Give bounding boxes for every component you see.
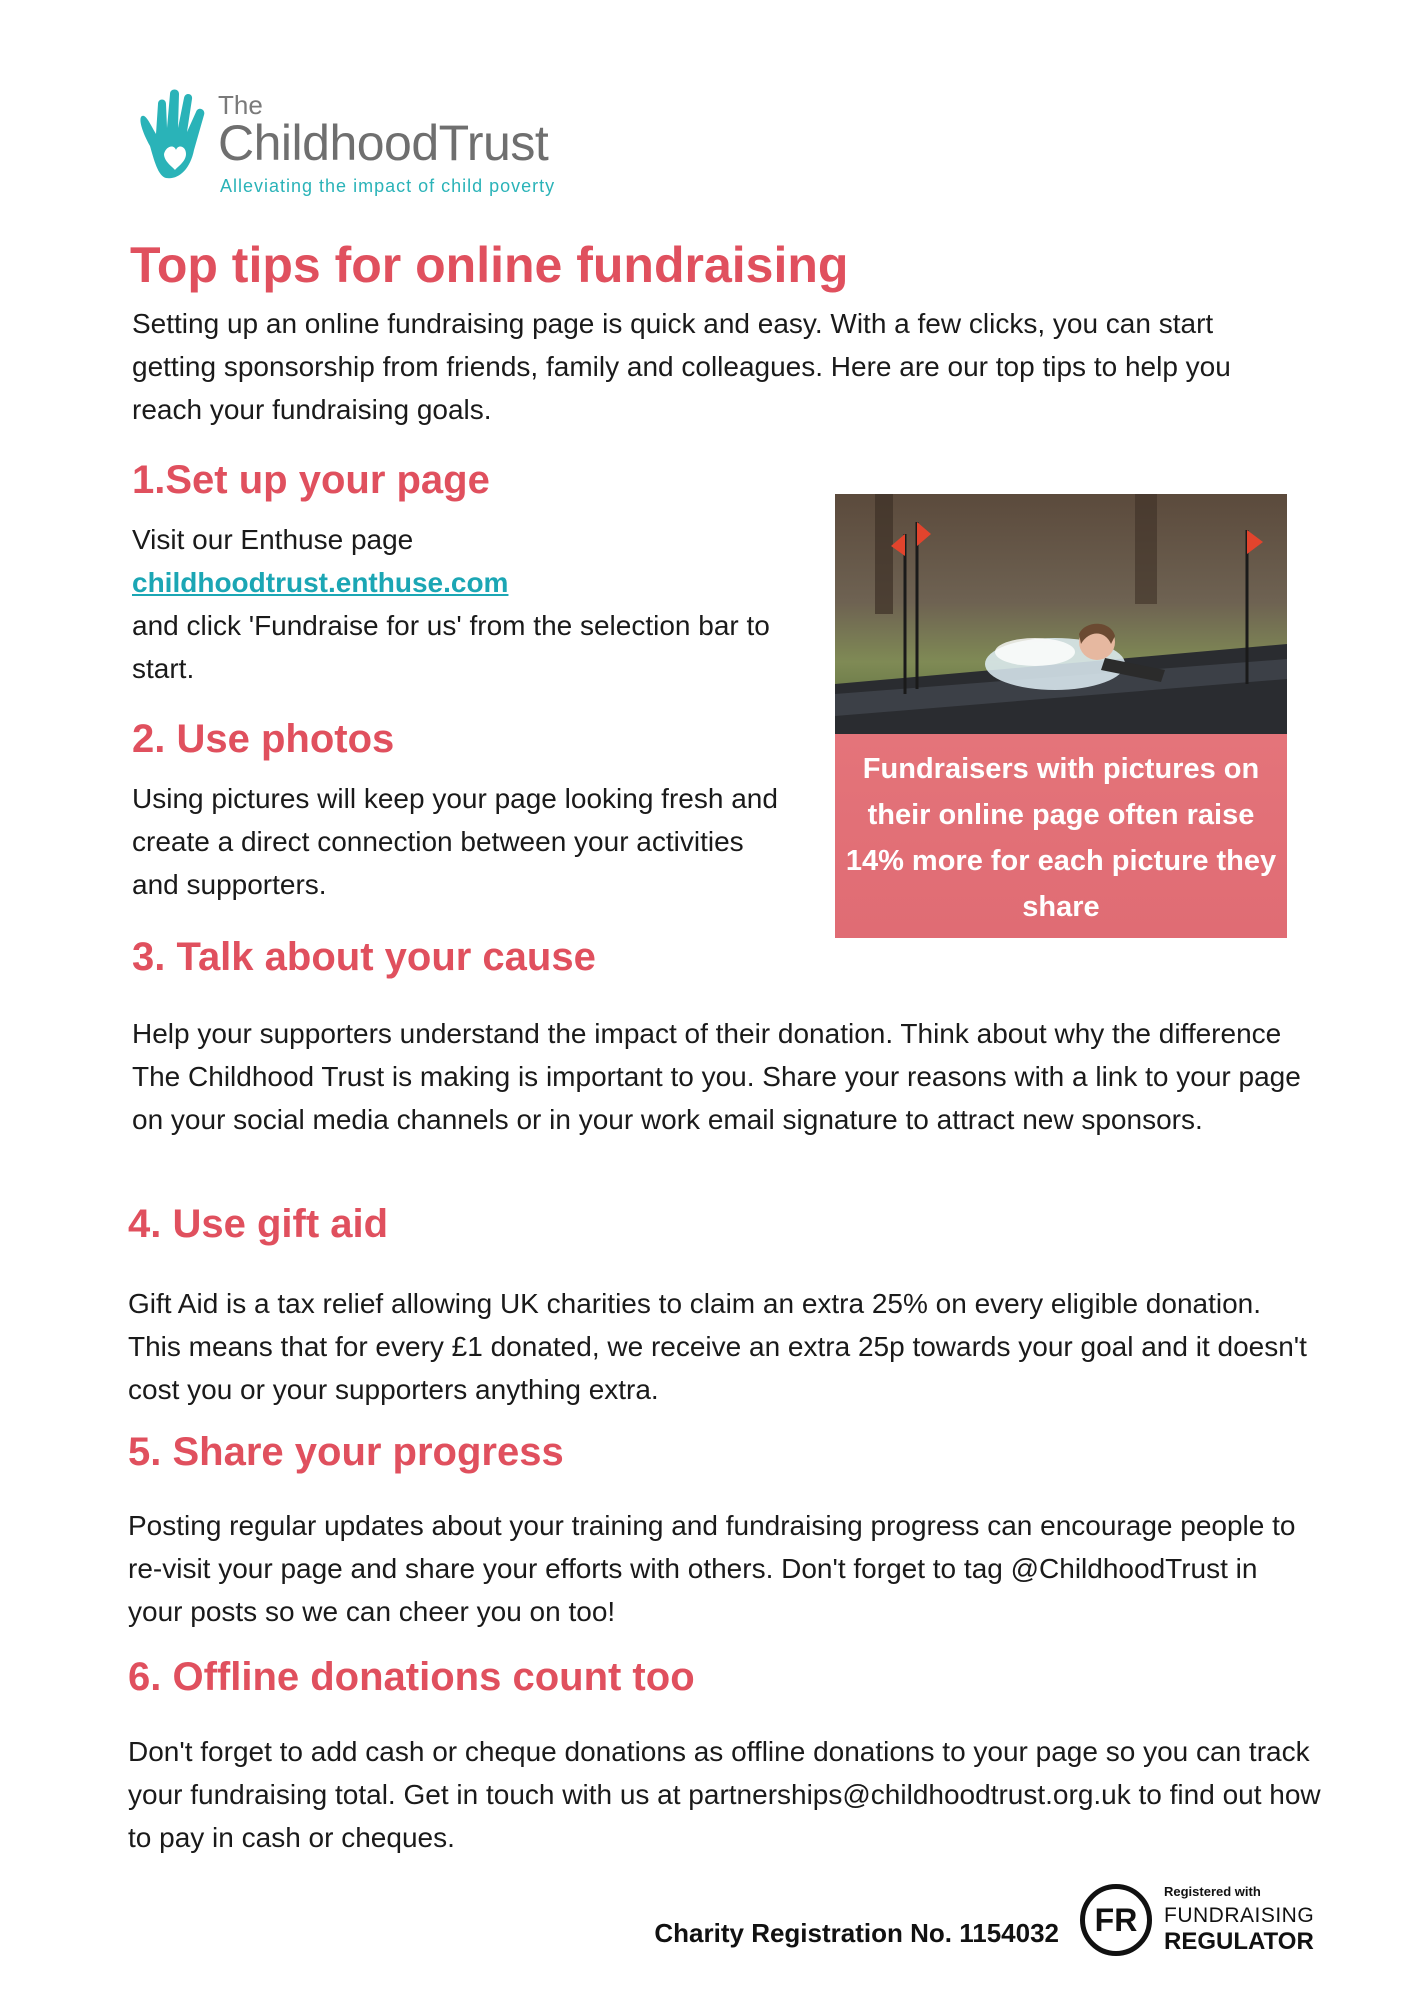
enthuse-link[interactable]: childhoodtrust.enthuse.com (132, 567, 509, 598)
fr-circle-icon: FR (1080, 1884, 1152, 1956)
fundraising-regulator-badge (1080, 1880, 1320, 1960)
section-5-body: Posting regular updates about your training and fundraising progress can encourage people to re-visit your page and share your efforts with others. Don't forget to tag @ChildhoodTrust in your posts so we can cheer you on too! (128, 1510, 1296, 1627)
charity-logo (136, 88, 606, 198)
section-3-heading: 3. Talk about your cause (132, 935, 596, 979)
page-title: Top tips for online fundraising (130, 237, 849, 293)
charity-registration: Charity Registration No. 1154032 (654, 1918, 1059, 1948)
intro-text: Setting up an online fundraising page is quick and easy. With a few clicks, you can start getting sponsorship from friends, family and colleagues. Here are our top tips to help you reach your fundraising goals. (132, 308, 1231, 425)
hand-logo-icon (136, 88, 216, 182)
logo-tagline: Alleviating the impact of child poverty (220, 176, 556, 196)
section-1-line2: and click 'Fundraise for us' from the selection bar to start. (132, 610, 770, 684)
section-1-body (132, 518, 782, 690)
section-3-body: Help your supporters understand the impact of their donation. Think about why the difference The Childhood Trust is making is important to you. Share your reasons with a link to your page on your social media channels or in your work email signature to attract new sponsors. (132, 1018, 1301, 1135)
section-4-heading: 4. Use gift aid (128, 1202, 389, 1246)
section-6-heading: 6. Offline donations count too (128, 1655, 695, 1699)
badge-fundraising: FUNDRAISING (1164, 1904, 1315, 1927)
water-slide-photo (835, 494, 1287, 734)
section-4-body: Gift Aid is a tax relief allowing UK charities to claim an extra 25% on every eligible donation. This means that for every £1 donated, we receive an extra 25p towards your goal and it doesn't cost you or your supporters anything extra. (128, 1288, 1307, 1405)
badge-regulator: REGULATOR (1164, 1928, 1314, 1955)
section-6-body: Don't forget to add cash or cheque donations as offline donations to your page so you can track your fundraising total. Get in touch with us at partnerships@childhoodtrust.org.uk to find out how to pay in cash or cheques. (128, 1736, 1321, 1853)
section-1-line1: Visit our Enthuse page (132, 524, 414, 555)
section-1-heading: 1.Set up your page (132, 458, 490, 502)
photo-caption: Fundraisers with pictures on their online page often raise 14% more for each picture they share (845, 753, 1277, 923)
section-2-heading: 2. Use photos (132, 717, 395, 761)
fundraiser-photo-panel (835, 494, 1287, 938)
section-2-body: Using pictures will keep your page looking fresh and create a direct connection between your activities and supporters. (132, 783, 778, 900)
badge-registered-with: Registered with (1164, 1884, 1261, 1899)
logo-name: ChildhoodTrust (218, 115, 549, 171)
section-5-heading: 5. Share your progress (128, 1430, 564, 1474)
logo-the: The (218, 90, 263, 120)
